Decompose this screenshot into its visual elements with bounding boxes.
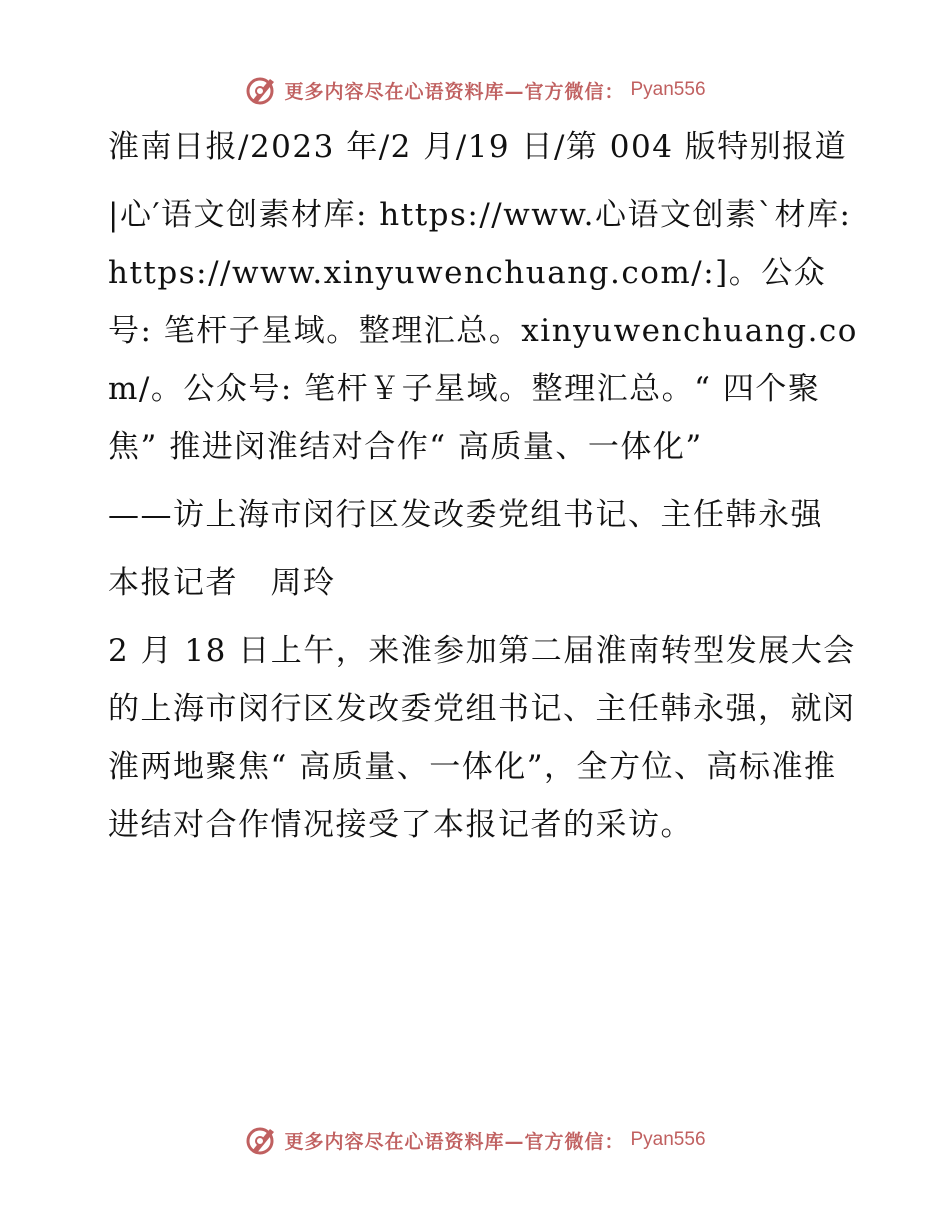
byline: 本报记者 周玲 (108, 565, 336, 601)
article-content (98, 118, 858, 854)
pen-logo-icon (244, 1123, 278, 1157)
header-banner (0, 70, 950, 110)
pen-logo-icon (244, 73, 278, 107)
banner-account: Pyan556 (630, 1129, 706, 1150)
article-subtitle: ——访上海市闵行区发改委党组书记、主任韩永强 (108, 497, 823, 533)
body-paragraph: 2 月 18 日上午，来淮参加第二届淮南转型发展大会的上海市闵行区发改委党组书记、主任韩永强，就闵淮两地聚焦“ 高质量、一体化”，全方位、高标准推进结对合作情况接受了本报记者的采访。 (108, 633, 856, 843)
source-line: 淮南日报/2023 年/2 月/19 日/第 004 版特别报道 (108, 129, 848, 165)
footer-banner (0, 1120, 950, 1160)
banner-text: 更多内容尽在心语资料库—官方微信： (284, 1130, 625, 1153)
banner-account: Pyan556 (630, 79, 706, 100)
banner-text: 更多内容尽在心语资料库—官方微信： (284, 80, 625, 103)
watermark-paragraph: |心′语文创素材库: https://www.心语文创素`材库: https://www.xinyuwenchuang.com/:]。公众号: 笔杆子星域。整理汇总。xinyuwenchuang.com/。公众号: 笔杆￥子星域。整理汇总。“ 四个聚焦” 推进闵淮结对合作“ 高质量、一体化” (108, 197, 858, 465)
